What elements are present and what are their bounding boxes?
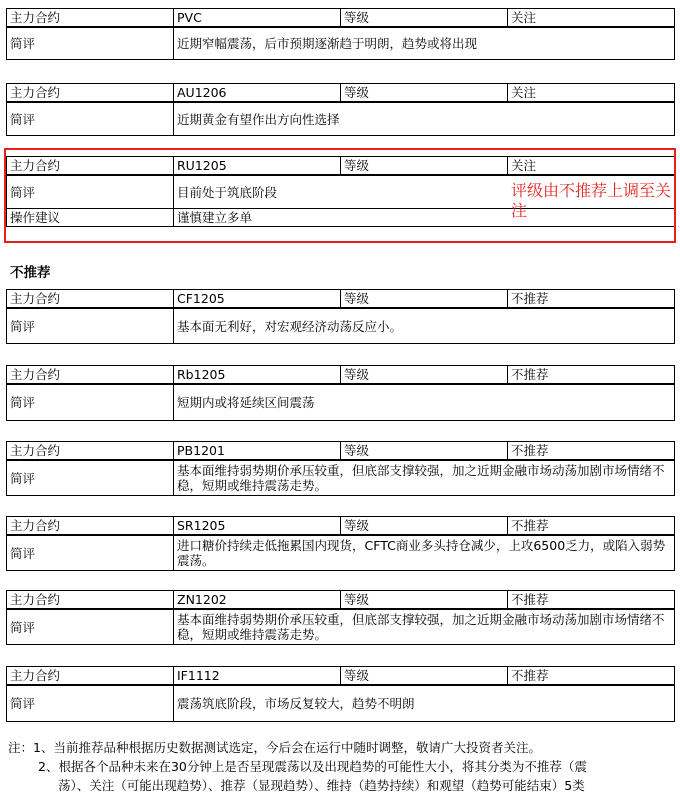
contract-code: ZN1202 [174, 591, 341, 610]
contract-label: 主力合约 [7, 290, 174, 309]
contract-table-rb1205 [6, 365, 675, 421]
comment-label: 简评 [7, 175, 174, 209]
comment-text: 进口糖价持续走低拖累国内现货，CFTC商业多头持仓减少，上攻6500乏力，或陷入弱势震荡。 [174, 535, 675, 571]
grade-value: 不推荐 [508, 366, 675, 385]
contract-label: 主力合约 [7, 517, 174, 536]
comment-text: 基本面维持弱势期价承压较重，但底部支撑较强，加之近期金融市场动荡加剧市场情绪不稳，短期或维持震荡走势。 [174, 609, 675, 645]
contract-label: 主力合约 [7, 442, 174, 461]
advice-label: 操作建议 [7, 209, 174, 227]
comment-label: 简评 [7, 685, 174, 722]
comment-text: 基本面无利好，对宏观经济动荡反应小。 [174, 308, 675, 344]
grade-label: 等级 [341, 366, 508, 385]
contract-table-pvc [6, 8, 675, 60]
contract-code: RU1205 [174, 157, 341, 176]
contract-label: 主力合约 [7, 366, 174, 385]
comment-label: 简评 [7, 460, 174, 496]
grade-label: 等级 [341, 667, 508, 686]
contract-table-if1112 [6, 666, 675, 722]
comment-label: 简评 [7, 27, 174, 60]
contract-code: PB1201 [174, 442, 341, 461]
comment-label: 简评 [7, 308, 174, 344]
grade-value: 不推荐 [508, 517, 675, 536]
comment-text: 近期窄幅震荡，后市预期逐渐趋于明朗，趋势或将出现 [174, 27, 675, 60]
grade-value: 不推荐 [508, 591, 675, 610]
contract-code: SR1205 [174, 517, 341, 536]
grade-value: 关注 [508, 84, 675, 103]
grade-value: 关注 [508, 9, 675, 28]
contract-code: AU1206 [174, 84, 341, 103]
contract-code: PVC [174, 9, 341, 28]
grade-label: 等级 [341, 442, 508, 461]
comment-label: 简评 [7, 535, 174, 571]
contract-label: 主力合约 [7, 667, 174, 686]
grade-label: 等级 [341, 517, 508, 536]
contract-table-zn1202 [6, 590, 675, 645]
contract-label: 主力合约 [7, 9, 174, 28]
section-title-not-recommended: 不推荐 [10, 265, 51, 281]
contract-label: 主力合约 [7, 591, 174, 610]
comment-label: 简评 [7, 102, 174, 136]
comment-label: 简评 [7, 609, 174, 645]
contract-table-sr1205 [6, 516, 675, 571]
grade-label: 等级 [341, 290, 508, 309]
contract-code: Rb1205 [174, 366, 341, 385]
contract-label: 主力合约 [7, 84, 174, 103]
contract-code: CF1205 [174, 290, 341, 309]
comment-text: 震荡筑底阶段，市场反复较大，趋势不明朗 [174, 685, 675, 722]
comment-text: 基本面维持弱势期价承压较重，但底部支撑较强，加之近期金融市场动荡加剧市场情绪不稳，短期或维持震荡走势。 [174, 460, 675, 496]
contract-code: IF1112 [174, 667, 341, 686]
grade-label: 等级 [341, 157, 508, 176]
advice-text: 谨慎建立多单 [174, 209, 675, 227]
note-line-2: 2、根据各个品种未来在30分钟上是否呈现震荡以及出现趋势的可能性大小，将其分类为不推荐（震 [38, 759, 587, 774]
note-line-3: 荡）、关注（可能出现趋势）、推荐（显现趋势）、维持（趋势持续）和观望（趋势可能结束）5类 [58, 778, 585, 793]
grade-value: 关注 [508, 157, 675, 176]
contract-label: 主力合约 [7, 157, 174, 176]
comment-text: 目前处于筑底阶段 [174, 175, 675, 209]
grade-label: 等级 [341, 591, 508, 610]
comment-label: 简评 [7, 384, 174, 421]
grade-value: 不推荐 [508, 442, 675, 461]
comment-text: 短期内或将延续区间震荡 [174, 384, 675, 421]
grade-label: 等级 [341, 9, 508, 28]
comment-text: 近期黄金有望作出方向性选择 [174, 102, 675, 136]
grade-value: 不推荐 [508, 667, 675, 686]
contract-table-au1206 [6, 83, 675, 136]
contract-table-cf1205 [6, 289, 675, 344]
grade-value: 不推荐 [508, 290, 675, 309]
note-line-1: 注：1、当前推荐品种根据历史数据测试选定，今后会在运行中随时调整，敬请广大投资者关注。 [8, 740, 541, 755]
grade-label: 等级 [341, 84, 508, 103]
rating-change-annotation: 评级由不推荐上调至关注 [511, 181, 672, 220]
contract-table-pb1201 [6, 441, 675, 496]
